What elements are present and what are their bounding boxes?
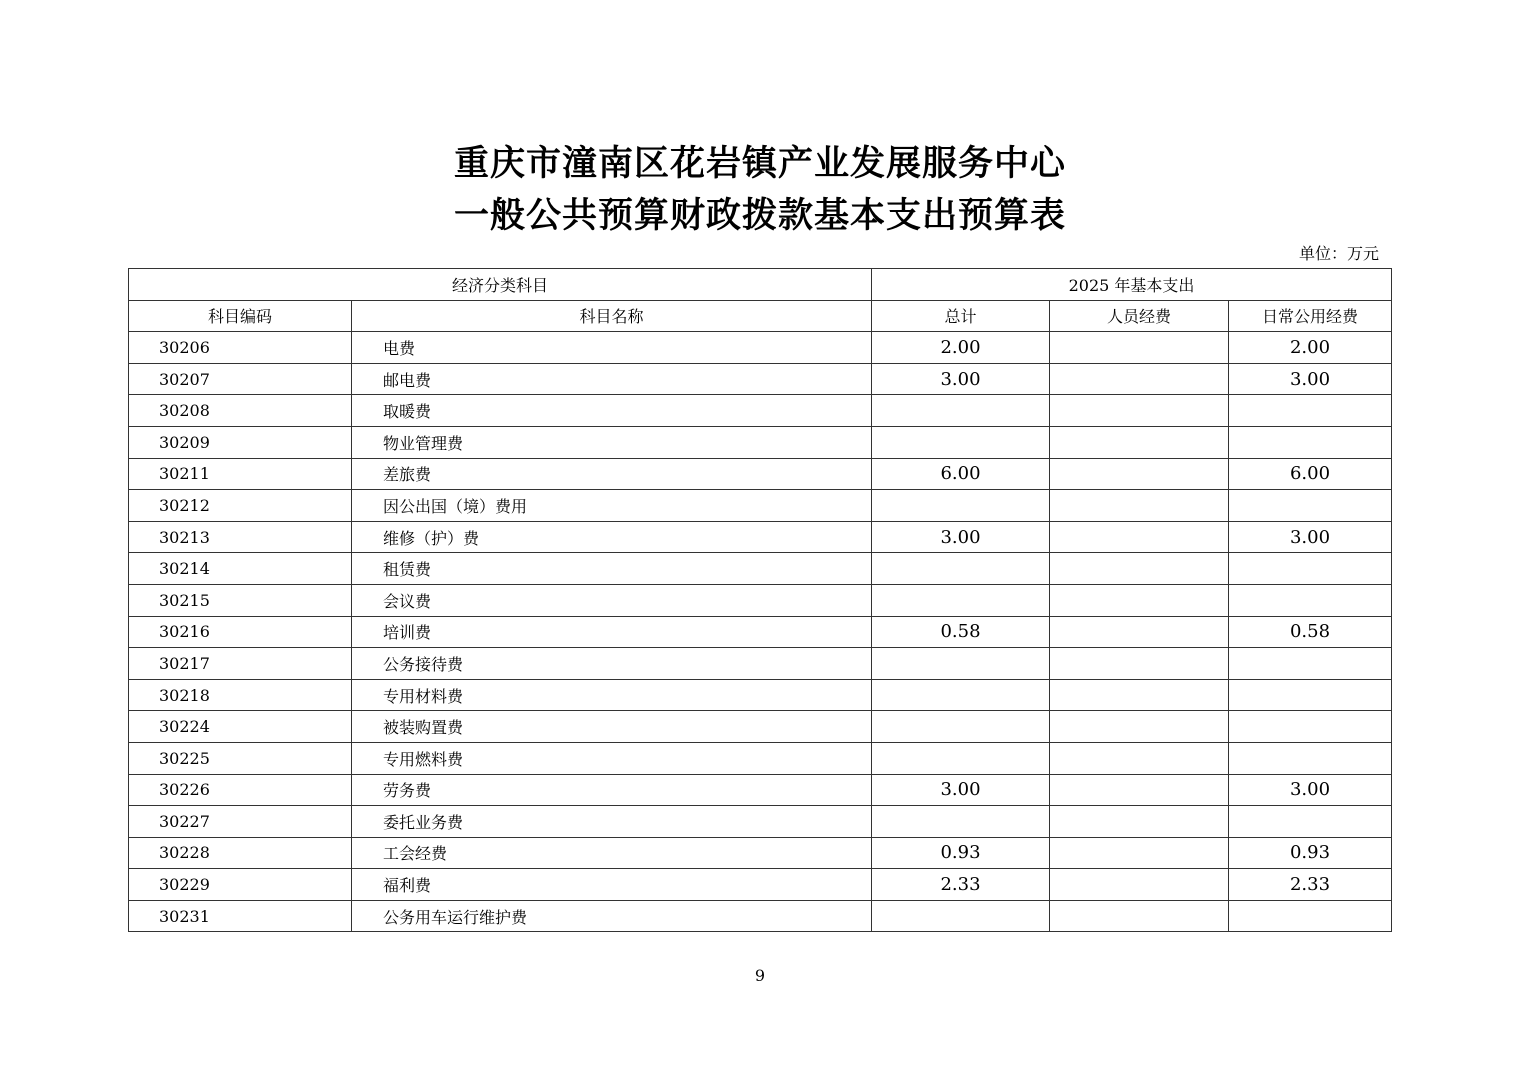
cell-total: 6.00 — [872, 458, 1050, 490]
header-total: 总计 — [872, 300, 1050, 332]
cell-daily — [1229, 490, 1392, 522]
cell-personnel — [1050, 584, 1229, 616]
cell-name: 福利费 — [352, 869, 872, 901]
cell-personnel — [1050, 774, 1229, 806]
cell-total: 2.33 — [872, 869, 1050, 901]
table-row — [129, 900, 1392, 932]
table-row — [129, 332, 1392, 364]
cell-name: 专用材料费 — [352, 679, 872, 711]
cell-code: 30216 — [129, 616, 352, 648]
page-number: 9 — [754, 966, 766, 985]
column-header-row — [129, 300, 1392, 332]
table-row — [129, 742, 1392, 774]
cell-daily — [1229, 553, 1392, 585]
cell-personnel — [1050, 900, 1229, 932]
cell-code: 30231 — [129, 900, 352, 932]
cell-total — [872, 742, 1050, 774]
table-row — [129, 869, 1392, 901]
table-row — [129, 363, 1392, 395]
cell-personnel — [1050, 490, 1229, 522]
cell-personnel — [1050, 426, 1229, 458]
cell-total — [872, 711, 1050, 743]
cell-total — [872, 584, 1050, 616]
cell-total: 2.00 — [872, 332, 1050, 364]
cell-daily: 3.00 — [1229, 521, 1392, 553]
cell-name: 邮电费 — [352, 363, 872, 395]
cell-total: 3.00 — [872, 521, 1050, 553]
cell-personnel — [1050, 648, 1229, 680]
cell-total — [872, 553, 1050, 585]
cell-code: 30217 — [129, 648, 352, 680]
header-personnel: 人员经费 — [1050, 300, 1229, 332]
cell-name: 差旅费 — [352, 458, 872, 490]
cell-personnel — [1050, 679, 1229, 711]
table-body — [129, 332, 1392, 932]
table-row — [129, 426, 1392, 458]
cell-daily: 3.00 — [1229, 774, 1392, 806]
table-row — [129, 553, 1392, 585]
cell-code: 30206 — [129, 332, 352, 364]
group-header-row — [129, 269, 1392, 301]
cell-personnel — [1050, 458, 1229, 490]
cell-code: 30215 — [129, 584, 352, 616]
cell-code: 30207 — [129, 363, 352, 395]
cell-total: 3.00 — [872, 774, 1050, 806]
table-row — [129, 837, 1392, 869]
cell-name: 会议费 — [352, 584, 872, 616]
cell-code: 30226 — [129, 774, 352, 806]
cell-code: 30224 — [129, 711, 352, 743]
cell-daily — [1229, 806, 1392, 838]
page-subtitle: 一般公共预算财政拨款基本支出预算表 — [453, 195, 1066, 236]
cell-personnel — [1050, 806, 1229, 838]
cell-daily: 6.00 — [1229, 458, 1392, 490]
cell-total: 0.93 — [872, 837, 1050, 869]
cell-name: 工会经费 — [352, 837, 872, 869]
cell-personnel — [1050, 742, 1229, 774]
cell-code: 30209 — [129, 426, 352, 458]
cell-code: 30213 — [129, 521, 352, 553]
cell-code: 30228 — [129, 837, 352, 869]
cell-personnel — [1050, 553, 1229, 585]
table-row — [129, 616, 1392, 648]
header-basic-expenditure: 2025 年基本支出 — [872, 269, 1392, 301]
cell-personnel — [1050, 521, 1229, 553]
table-row — [129, 711, 1392, 743]
cell-code: 30211 — [129, 458, 352, 490]
cell-total — [872, 648, 1050, 680]
cell-code: 30227 — [129, 806, 352, 838]
cell-name: 被装购置费 — [352, 711, 872, 743]
cell-name: 公务接待费 — [352, 648, 872, 680]
cell-daily — [1229, 711, 1392, 743]
cell-daily — [1229, 742, 1392, 774]
cell-name: 专用燃料费 — [352, 742, 872, 774]
cell-daily: 3.00 — [1229, 363, 1392, 395]
cell-daily — [1229, 900, 1392, 932]
cell-code: 30212 — [129, 490, 352, 522]
cell-total: 0.58 — [872, 616, 1050, 648]
table-row — [129, 584, 1392, 616]
cell-name: 公务用车运行维护费 — [352, 900, 872, 932]
cell-personnel — [1050, 363, 1229, 395]
cell-daily — [1229, 395, 1392, 427]
cell-code: 30218 — [129, 679, 352, 711]
cell-total — [872, 679, 1050, 711]
cell-total — [872, 900, 1050, 932]
cell-personnel — [1050, 332, 1229, 364]
budget-table — [128, 268, 1392, 932]
cell-daily: 2.00 — [1229, 332, 1392, 364]
cell-daily — [1229, 426, 1392, 458]
page-title: 重庆市潼南区花岩镇产业发展服务中心 — [453, 143, 1066, 184]
cell-personnel — [1050, 869, 1229, 901]
table-row — [129, 806, 1392, 838]
table-row — [129, 458, 1392, 490]
cell-name: 取暖费 — [352, 395, 872, 427]
header-daily: 日常公用经费 — [1229, 300, 1392, 332]
unit-label: 单位：万元 — [1298, 244, 1379, 263]
cell-name: 电费 — [352, 332, 872, 364]
table-row — [129, 521, 1392, 553]
cell-code: 30214 — [129, 553, 352, 585]
cell-personnel — [1050, 711, 1229, 743]
cell-name: 委托业务费 — [352, 806, 872, 838]
cell-daily: 0.58 — [1229, 616, 1392, 648]
table-row — [129, 490, 1392, 522]
table-row — [129, 679, 1392, 711]
header-economic-classification: 经济分类科目 — [129, 269, 872, 301]
cell-total — [872, 806, 1050, 838]
cell-total: 3.00 — [872, 363, 1050, 395]
cell-name: 因公出国（境）费用 — [352, 490, 872, 522]
cell-code: 30208 — [129, 395, 352, 427]
cell-total — [872, 490, 1050, 522]
cell-name: 维修（护）费 — [352, 521, 872, 553]
table-row — [129, 395, 1392, 427]
cell-name: 物业管理费 — [352, 426, 872, 458]
cell-name: 培训费 — [352, 616, 872, 648]
cell-total — [872, 395, 1050, 427]
cell-code: 30225 — [129, 742, 352, 774]
cell-name: 劳务费 — [352, 774, 872, 806]
header-code: 科目编码 — [129, 300, 352, 332]
header-name: 科目名称 — [352, 300, 872, 332]
cell-daily — [1229, 648, 1392, 680]
cell-personnel — [1050, 616, 1229, 648]
cell-daily — [1229, 679, 1392, 711]
cell-daily: 0.93 — [1229, 837, 1392, 869]
cell-daily: 2.33 — [1229, 869, 1392, 901]
table-row — [129, 648, 1392, 680]
cell-personnel — [1050, 837, 1229, 869]
table-row — [129, 774, 1392, 806]
cell-name: 租赁费 — [352, 553, 872, 585]
cell-code: 30229 — [129, 869, 352, 901]
cell-daily — [1229, 584, 1392, 616]
cell-total — [872, 426, 1050, 458]
cell-personnel — [1050, 395, 1229, 427]
